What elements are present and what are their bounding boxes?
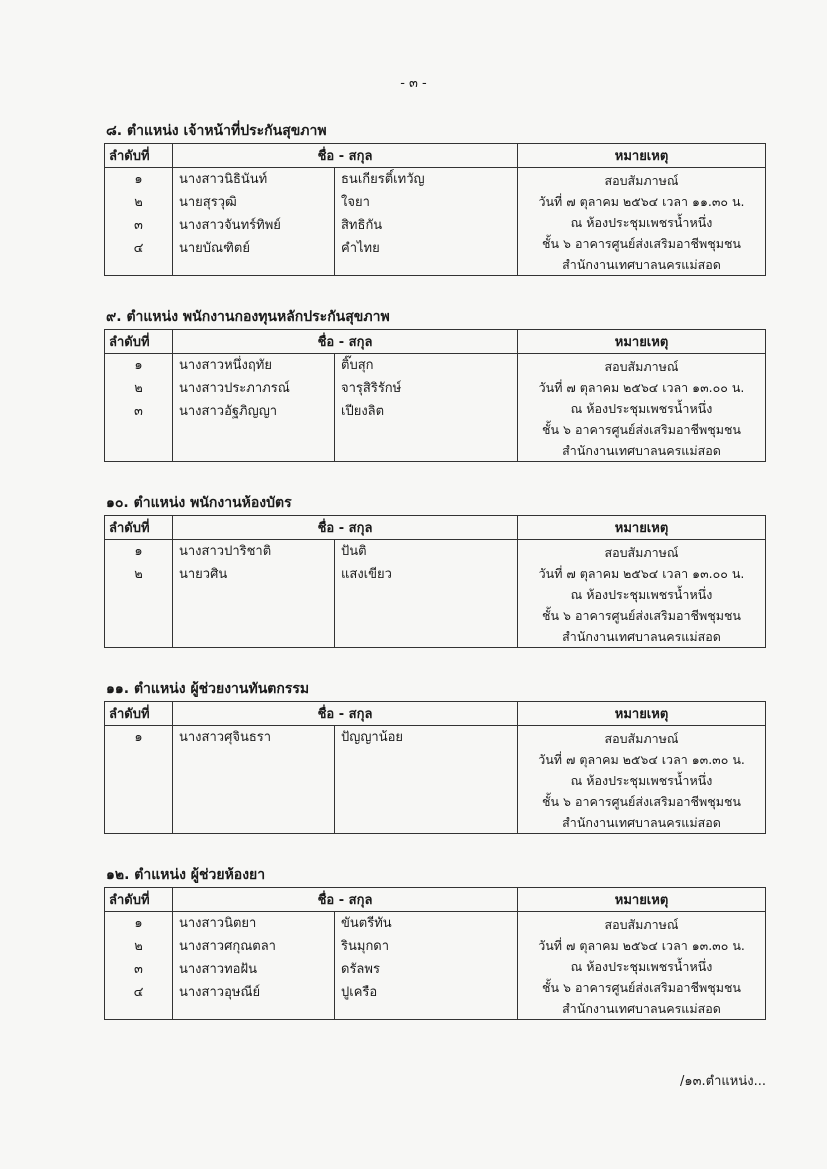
table-header-row <box>105 702 766 726</box>
note-line: สอบสัมภาษณ์ <box>604 173 679 188</box>
first-name: นางสาวอัฐภิญญา <box>179 404 278 419</box>
note-cell <box>518 354 766 462</box>
first-name: นางสาวทอฝัน <box>179 962 257 977</box>
last-name: ติ๊บสุก <box>341 358 374 373</box>
note-cell <box>518 912 766 1020</box>
header-name: ชื่อ - สกุล <box>173 330 518 354</box>
first-name: นางสาวจันทร์ทิพย์ <box>179 218 281 233</box>
table-body-row <box>105 912 766 1020</box>
note-line: วันที่ ๗ ตุลาคม ๒๕๖๔ เวลา ๑๓.๓๐ น. <box>538 938 745 953</box>
last-name: ธนเกียรติ์เทวัญ <box>341 172 425 187</box>
order-number: ๑ <box>134 544 143 559</box>
last-name: เปียงลิต <box>341 404 385 419</box>
order-number: ๒ <box>134 939 143 954</box>
order-number: ๒ <box>134 567 143 582</box>
header-note: หมายเหตุ <box>518 330 766 354</box>
table-header-row <box>105 330 766 354</box>
header-order: ลำดับที่ <box>105 330 173 354</box>
note-line: ณ ห้องประชุมเพชรน้ำหนึ่ง <box>570 401 713 416</box>
note-line: สอบสัมภาษณ์ <box>604 359 679 374</box>
note-line: ชั้น ๖ อาคารศูนย์ส่งเสริมอาชีพชุมชน <box>542 422 741 437</box>
note-line: สำนักงานเทศบาลนครแม่สอด <box>562 257 721 272</box>
first-name: นายสุรวุฒิ <box>179 195 237 210</box>
last-name: ปูเครือ <box>341 985 378 1000</box>
page-number: - ๓ - <box>400 76 427 91</box>
last-name: แสงเขียว <box>341 567 392 582</box>
header-note: หมายเหตุ <box>518 516 766 540</box>
table-body-row <box>105 540 766 648</box>
note-line: สอบสัมภาษณ์ <box>604 545 679 560</box>
header-order: ลำดับที่ <box>105 144 173 168</box>
first-name: นายบัณฑิตย์ <box>179 241 250 256</box>
order-number: ๓ <box>134 218 143 233</box>
candidate-table <box>104 143 766 276</box>
last-name: ใจยา <box>341 195 370 210</box>
order-number: ๑ <box>134 916 143 931</box>
last-name: ปัญญาน้อย <box>341 730 404 745</box>
note-line: วันที่ ๗ ตุลาคม ๒๕๖๔ เวลา ๑๓.๐๐ น. <box>538 380 745 395</box>
candidate-table <box>104 515 766 648</box>
first-name: นายวศิน <box>179 567 228 582</box>
note-line: ชั้น ๖ อาคารศูนย์ส่งเสริมอาชีพชุมชน <box>542 980 741 995</box>
order-number: ๑ <box>134 358 143 373</box>
order-number: ๑ <box>134 730 143 745</box>
note-cell <box>518 168 766 276</box>
table-header-row <box>105 516 766 540</box>
last-name: จารุสิริรักษ์ <box>341 381 402 396</box>
candidate-table <box>104 329 766 462</box>
order-number: ๒ <box>134 381 143 396</box>
note-line: ชั้น ๖ อาคารศูนย์ส่งเสริมอาชีพชุมชน <box>542 608 741 623</box>
note-cell <box>518 540 766 648</box>
header-order: ลำดับที่ <box>105 516 173 540</box>
last-name: สิทธิกัน <box>341 218 383 233</box>
candidate-table <box>104 701 766 834</box>
order-number: ๒ <box>134 195 143 210</box>
header-note: หมายเหตุ <box>518 888 766 912</box>
first-name: นางสาวอุษณีย์ <box>179 985 261 1000</box>
first-name: นางสาวนิตยา <box>179 916 257 931</box>
note-line: ชั้น ๖ อาคารศูนย์ส่งเสริมอาชีพชุมชน <box>542 794 741 809</box>
header-name: ชื่อ - สกุล <box>173 702 518 726</box>
section-title: ๙. ตำแหน่ง พนักงานกองทุนหลักประกันสุขภาพ <box>106 309 390 325</box>
order-number: ๔ <box>133 241 144 256</box>
order-number: ๓ <box>134 404 143 419</box>
note-line: วันที่ ๗ ตุลาคม ๒๕๖๔ เวลา ๑๑.๓๐ น. <box>538 194 745 209</box>
order-number: ๓ <box>134 962 143 977</box>
note-line: สำนักงานเทศบาลนครแม่สอด <box>562 629 721 644</box>
last-name: ดรัลพร <box>341 962 380 977</box>
section-title: ๑๐. ตำแหน่ง พนักงานห้องบัตร <box>106 495 292 511</box>
note-line: ณ ห้องประชุมเพชรน้ำหนึ่ง <box>570 773 713 788</box>
note-line: วันที่ ๗ ตุลาคม ๒๕๖๔ เวลา ๑๓.๐๐ น. <box>538 566 745 581</box>
note-line: ณ ห้องประชุมเพชรน้ำหนึ่ง <box>570 215 713 230</box>
first-name: นางสาวปาริชาติ <box>179 544 272 559</box>
header-order: ลำดับที่ <box>105 702 173 726</box>
header-name: ชื่อ - สกุล <box>173 516 518 540</box>
last-name: รินมุกดา <box>341 939 390 954</box>
note-line: สำนักงานเทศบาลนครแม่สอด <box>562 443 721 458</box>
table-body-row <box>105 354 766 462</box>
section-title: ๘. ตำแหน่ง เจ้าหน้าที่ประกันสุขภาพ <box>106 123 327 139</box>
header-name: ชื่อ - สกุล <box>173 144 518 168</box>
section-title: ๑๑. ตำแหน่ง ผู้ช่วยงานทันตกรรม <box>106 681 310 697</box>
first-name: นางสาวประภาภรณ์ <box>179 381 290 396</box>
table-body-row <box>105 726 766 834</box>
header-name: ชื่อ - สกุล <box>173 888 518 912</box>
note-line: สอบสัมภาษณ์ <box>604 917 679 932</box>
note-line: สอบสัมภาษณ์ <box>604 731 679 746</box>
table-header-row <box>105 888 766 912</box>
continuation-footer: /๑๓.ตำแหน่ง... <box>680 1074 766 1089</box>
note-line: ณ ห้องประชุมเพชรน้ำหนึ่ง <box>570 959 713 974</box>
order-number: ๔ <box>133 985 144 1000</box>
first-name: นางสาวศุจินธรา <box>179 730 272 745</box>
last-name: ปันติ <box>341 544 367 559</box>
note-line: สำนักงานเทศบาลนครแม่สอด <box>562 1001 721 1016</box>
note-line: วันที่ ๗ ตุลาคม ๒๕๖๔ เวลา ๑๓.๓๐ น. <box>538 752 745 767</box>
table-body-row <box>105 168 766 276</box>
table-header-row <box>105 144 766 168</box>
last-name: ขันตรีทัน <box>341 916 392 931</box>
header-note: หมายเหตุ <box>518 702 766 726</box>
section-title: ๑๒. ตำแหน่ง ผู้ช่วยห้องยา <box>106 867 266 883</box>
header-order: ลำดับที่ <box>105 888 173 912</box>
first-name: นางสาวนิธินันท์ <box>179 172 268 187</box>
header-note: หมายเหตุ <box>518 144 766 168</box>
note-cell <box>518 726 766 834</box>
first-name: นางสาวศกุณตลา <box>179 939 276 954</box>
candidate-table <box>104 887 766 1020</box>
last-name: คำไทย <box>341 241 380 256</box>
first-name: นางสาวหนึ่งฤทัย <box>179 358 272 373</box>
note-line: ณ ห้องประชุมเพชรน้ำหนึ่ง <box>570 587 713 602</box>
order-number: ๑ <box>134 172 143 187</box>
note-line: ชั้น ๖ อาคารศูนย์ส่งเสริมอาชีพชุมชน <box>542 236 741 251</box>
note-line: สำนักงานเทศบาลนครแม่สอด <box>562 815 721 830</box>
